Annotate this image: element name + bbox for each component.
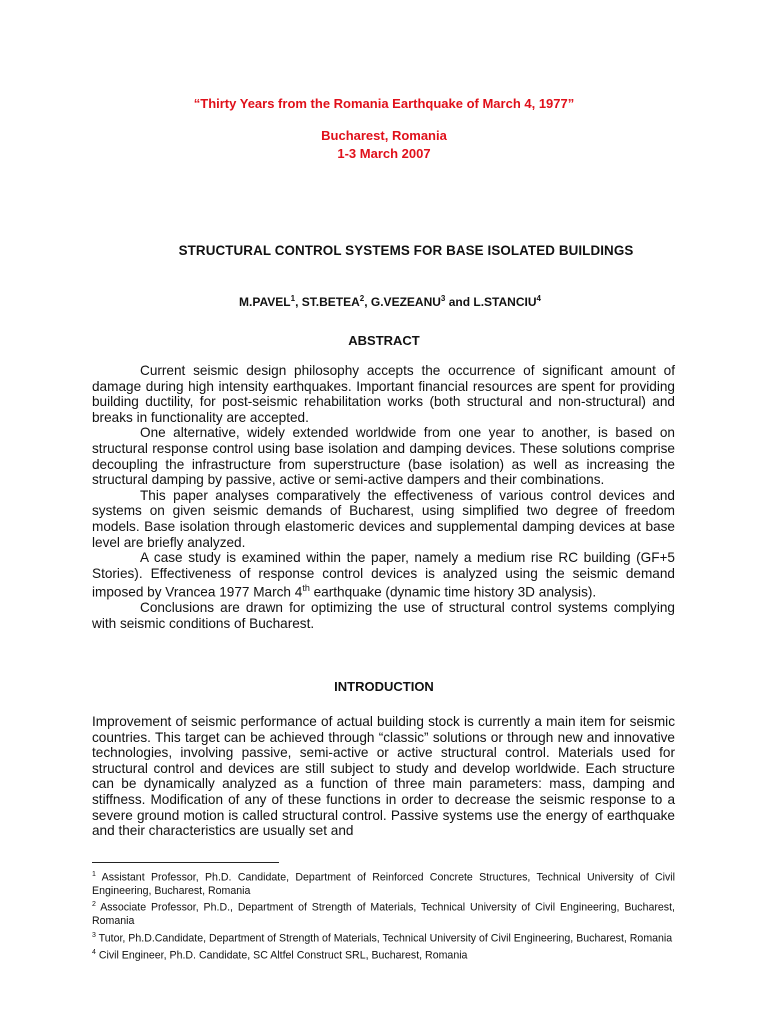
author-name: M.PAVEL [239,295,291,309]
author-mark: 4 [536,294,541,303]
paper-title: STRUCTURAL CONTROL SYSTEMS FOR BASE ISOLATED BUILDINGS [178,243,634,258]
conference-title: “Thirty Years from the Romania Earthquake of March 4, 1977” [193,96,575,111]
abstract-paragraph [92,550,675,600]
ordinal-suffix: th [302,583,310,594]
footnote-text: Associate Professor, Ph.D., Department of Strength of Materials, Technical University of Civil Engineering, Bucharest, Romania [92,901,675,928]
footnote [92,946,675,963]
footnote [92,929,675,946]
author-separator: , [364,295,371,309]
author-mark: 1 [290,294,296,303]
conference-date: 1-3 March 2007 [337,146,431,161]
footnote-mark: 2 [92,901,96,909]
footnotes [92,868,675,963]
abstract-paragraph: One alternative, widely extended worldwide from one year to another, is based on structural response control using base isolation and damping devices. These solutions comprise decoupling the infrastructure from superstructure (base isolation) as well as increasing the structural damping by passive, active or semi-active dampers and their combinations. [92,425,675,488]
footnote [92,868,675,898]
abstract-paragraph: Conclusions are drawn for optimizing the use of structural control systems complying with seismic conditions of Bucharest. [92,600,675,632]
abstract-paragraph: Current seismic design philosophy accepts the occurrence of significant amount of damage during high intensity earthquakes. Important financial resources are spent for providing building ductility, for post-seismic rehabilitation works (both structural and non-structural) and breaks in functionality are accepted. [92,363,675,425]
introduction-body [92,714,675,839]
introduction-heading: INTRODUCTION [334,679,434,694]
author-separator: , [295,295,299,309]
footnote-text: Assistant Professor, Ph.D. Candidate, Department of Reinforced Concrete Structures, Technical University of Civil Engineering, Bucharest, Romania [92,871,675,897]
abstract-text: A case study is examined within the paper, namely a medium rise RC building (GF+5 Stories). Effectiveness of response control devices is analyzed using the seismic demand imposed by Vrancea 1977 March 4 [92,550,675,600]
introduction-paragraph: Improvement of seismic performance of actual building stock is currently a main item for seismic countries. This target can be achieved through “classic” solutions or through new and innovative technologies, involving passive, semi-active or active structural control. Materials used for structural control and devices are still subject to study and develop worldwide. Each structure can be dynamically analyzed as a function of three main parameters: mass, damping and stiffness. Modification of any of these functions in order to decrease the seismic response to a severe ground motion is called structural control. Passive systems use the energy of earthquake and their characteristics are usually set and [92,714,675,839]
abstract-body [92,363,675,632]
author-name: ST.BETEA [301,295,360,309]
footnote-mark: 4 [92,948,96,956]
footnote-mark: 1 [92,871,96,878]
abstract-paragraph: This paper analyses comparatively the effectiveness of various control devices and systems on given seismic demands of Bucharest, using simplified two degree of freedom models. Base isolation through elastomeric devices and supplemental damping devices at base level are briefly analyzed. [92,487,675,550]
abstract-heading: ABSTRACT [348,333,420,348]
author-mark: 2 [359,294,365,303]
author-mark: 3 [440,294,446,303]
abstract-text: earthquake (dynamic time history 3D analysis). [309,584,597,600]
conference-place: Bucharest, Romania [321,128,447,143]
author-name: L.STANCIU [473,295,537,309]
footnote-text: Civil Engineer, Ph.D. Candidate, SC Altfel Construct SRL, Bucharest, Romania [95,949,468,962]
author-separator: and [445,295,474,309]
footnote-rule [92,862,279,863]
author-list [0,294,768,309]
footnote [92,898,675,928]
footnote-mark: 3 [92,931,96,939]
footnote-text: Tutor, Ph.D.Candidate, Department of Strength of Materials, Technical University of Civil Engineering, Bucharest, Romania [95,932,673,945]
author-name: G.VEZEANU [370,295,441,309]
